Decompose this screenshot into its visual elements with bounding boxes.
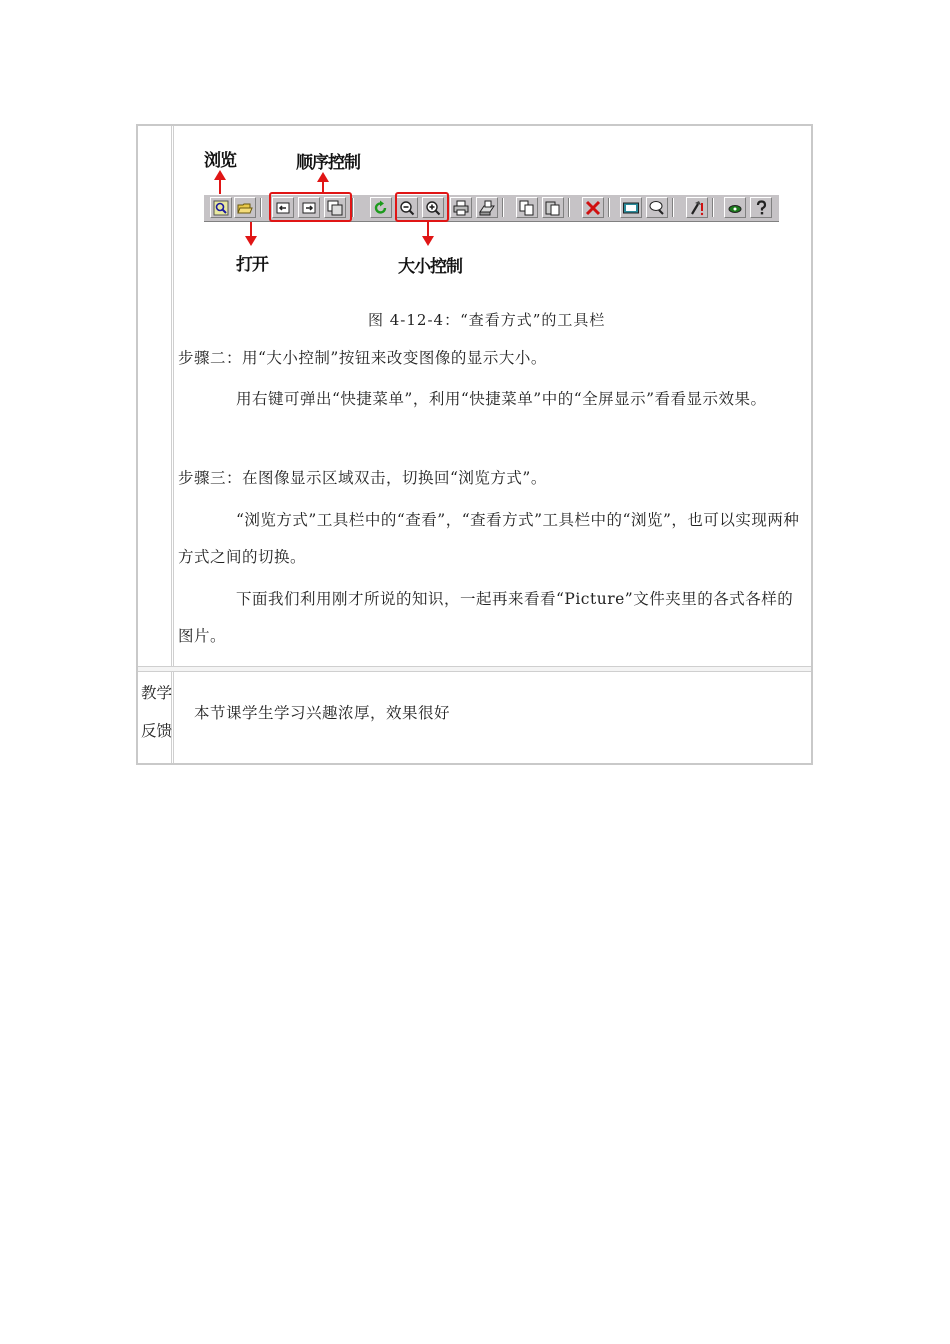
help-button[interactable] [750,197,772,218]
find-button[interactable] [646,197,668,218]
paste-button[interactable] [542,197,564,218]
text-icon [623,200,639,216]
callout-order-control: 顺序控制 [296,153,360,173]
view-icon [727,200,743,216]
callout-open: 打开 [236,255,268,275]
scan-button[interactable] [476,197,498,218]
arrow-down-size [422,236,434,246]
browse-button[interactable] [210,197,232,218]
print-button[interactable] [450,197,472,218]
print-icon [453,200,469,216]
delete-button[interactable] [582,197,604,218]
feedback-label-line2: 反馈 [141,722,173,740]
paste-icon [545,200,561,216]
open-folder-icon [237,200,253,216]
highlight-order-control [269,192,352,222]
arrow-shaft-browse [219,179,221,195]
toolbar-separator [260,198,262,217]
text-button[interactable] [620,197,642,218]
find-icon [649,200,665,216]
open-button[interactable] [234,197,256,218]
highlight-size-control [395,192,449,222]
feedback-label-line1: 教学 [141,684,173,702]
toolbar-separator [712,198,714,217]
toolbar-separator [568,198,570,217]
copy-button[interactable] [516,197,538,218]
lesson-table [136,124,813,765]
toolbar-separator [352,198,354,217]
toolbar-separator [608,198,610,217]
step-three-note: “浏览方式”工具栏中的“查看”，“查看方式”工具栏中的“浏览”，也可以实现两种方式之间的切换。 [178,511,800,566]
step-two-note: 用右键可弹出“快捷菜单”，利用“快捷菜单”中的“全屏显示”看看显示效果。 [236,390,767,408]
closing-paragraph: 下面我们利用刚才所说的知识，一起再来看看“Picture”文件夹里的各式各样的图片。 [178,590,794,645]
tools-button[interactable] [686,197,708,218]
callout-browse: 浏览 [204,151,236,171]
toolbar-separator [672,198,674,217]
tools-icon [689,200,705,216]
copy-icon [519,200,535,216]
rotate-button[interactable] [370,197,392,218]
row-divider [138,666,811,672]
callout-size-control: 大小控制 [398,257,462,277]
arrow-down-open [245,236,257,246]
view-button[interactable] [724,197,746,218]
step-three: 步骤三：在图像显示区域双击，切换回“浏览方式”。 [178,469,547,487]
feedback-text: 本节课学生学习兴趣浓厚，效果很好 [194,704,451,722]
scan-icon [479,200,495,216]
figure-caption: 图 4-12-4：“查看方式”的工具栏 [368,311,606,329]
rotate-icon [373,200,389,216]
toolbar-diagram [204,142,804,292]
toolbar-separator [502,198,504,217]
help-icon [753,200,769,216]
browse-icon [213,200,229,216]
step-two: 步骤二：用“大小控制”按钮来改变图像的显示大小。 [178,349,547,367]
delete-icon [585,200,601,216]
